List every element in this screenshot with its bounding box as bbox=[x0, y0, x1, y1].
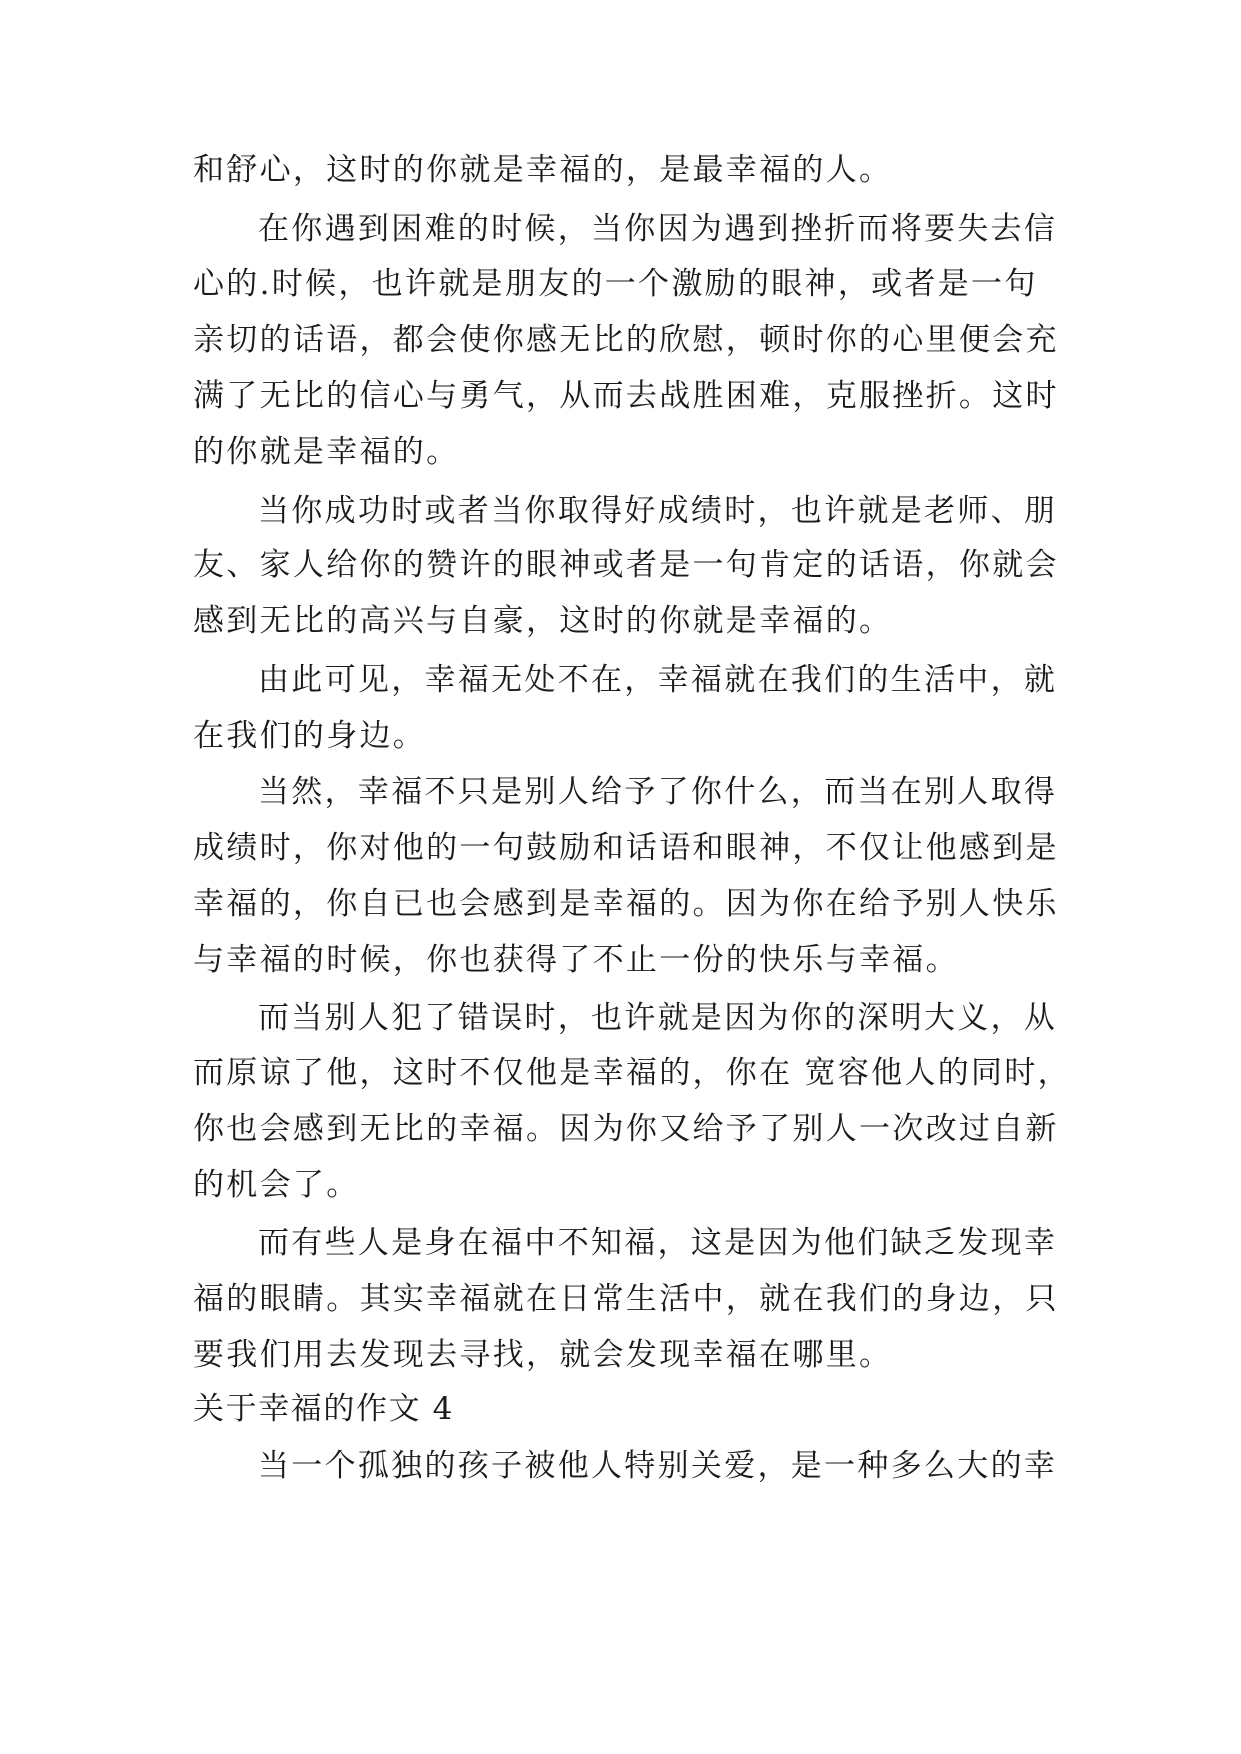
text-line: 在我们的身边。 bbox=[193, 718, 427, 754]
paragraph-start-line: 当然，幸福不只是别人给予了你什么，而当在别人取得 bbox=[258, 774, 1058, 810]
paragraph-start-line: 由此可见，幸福无处不在，幸福就在我们的生活中，就 bbox=[258, 662, 1058, 698]
paragraph-start-line: 当一个孤独的孩子被他人特别关爱，是一种多么大的幸 bbox=[258, 1448, 1058, 1484]
text-line: 友、家人给你的赞许的眼神或者是一句肯定的话语，你就会 bbox=[193, 547, 1059, 583]
text-line: 感到无比的高兴与自豪，这时的你就是幸福的。 bbox=[193, 603, 893, 639]
section-heading: 关于幸福的作文 4 bbox=[193, 1391, 454, 1427]
text-line: 满了无比的信心与勇气，从而去战胜困难，克服挫折。这时 bbox=[193, 378, 1059, 414]
text-line: 的你就是幸福的。 bbox=[193, 434, 460, 470]
paragraph-start-line: 而有些人是身在福中不知福，这是因为他们缺乏发现幸 bbox=[258, 1225, 1058, 1261]
text-line: 成绩时，你对他的一句鼓励和话语和眼神，不仅让他感到是 bbox=[193, 830, 1059, 866]
paragraph-start-line: 当你成功时或者当你取得好成绩时，也许就是老师、朋 bbox=[258, 493, 1058, 529]
paragraph-start-line: 在你遇到困难的时候，当你因为遇到挫折而将要失去信 bbox=[258, 211, 1058, 247]
text-line: 的机会了。 bbox=[193, 1167, 360, 1203]
text-line: 和舒心，这时的你就是幸福的，是最幸福的人。 bbox=[193, 152, 893, 188]
text-line: 要我们用去发现去寻找，就会发现幸福在哪里。 bbox=[193, 1337, 893, 1373]
text-line: 你也会感到无比的幸福。因为你又给予了别人一次改过自新 bbox=[193, 1111, 1059, 1147]
paragraph-start-line: 而当别人犯了错误时，也许就是因为你的深明大义，从 bbox=[258, 1000, 1058, 1036]
text-line: 福的眼睛。其实幸福就在日常生活中，就在我们的身边，只 bbox=[193, 1281, 1059, 1317]
text-line: 心的.时候，也许就是朋友的一个激励的眼神，或者是一句 bbox=[193, 266, 1038, 302]
text-line: 与幸福的时候，你也获得了不止一份的快乐与幸福。 bbox=[193, 942, 959, 978]
text-line: 亲切的话语，都会使你感无比的欣慰，顿时你的心里便会充 bbox=[193, 322, 1059, 358]
text-line: 而原谅了他，这时不仅他是幸福的，你在 宽容他人的同时， bbox=[193, 1055, 1071, 1091]
text-line: 幸福的，你自已也会感到是幸福的。因为你在给予别人快乐 bbox=[193, 886, 1059, 922]
